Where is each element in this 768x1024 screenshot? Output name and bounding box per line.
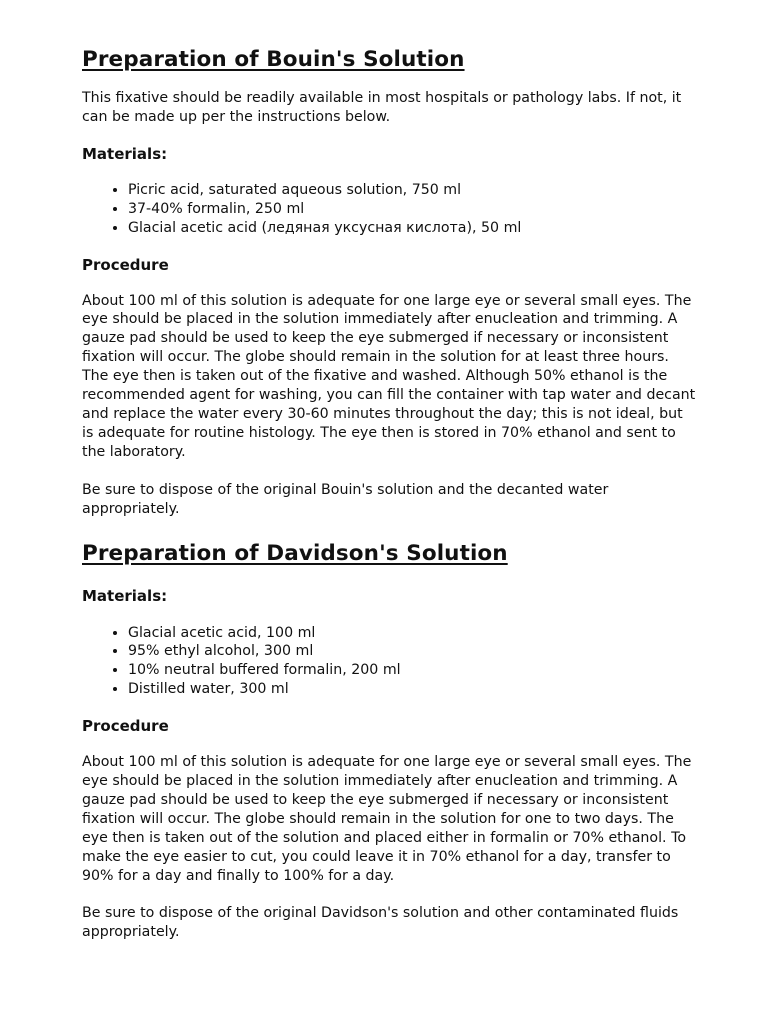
procedure-heading: Procedure [82,255,169,274]
materials-list [82,624,698,700]
section-title: Preparation of Davidson's Solution [82,540,508,566]
list-item: • 95% ethyl alcohol, 300 ml [128,642,698,661]
list-item: • 10% neutral buffered formalin, 200 ml [128,661,698,680]
procedure-text: About 100 ml of this solution is adequate for one large eye or several small eyes. The eye should be placed in the solution immediately after enucleation and trimming. A gauze pad should be used to keep the eye submerged if necessary or inconsistent fixation will occur. The globe should remain in the solution for one to two days. The eye then is taken out of the solution and placed either in formalin or 70% ethanol. To make the eye easier to cut, you could leave it in 70% ethanol for a day, transfer to 90% for a day and finally to 100% for a day. [82,754,692,884]
closing-note: Be sure to dispose of the original Bouin's solution and the decanted water appropriately. [82,481,609,517]
list-item: • 37-40% formalin, 250 ml [128,200,698,219]
materials-heading: Materials: [82,144,168,163]
list-item: • Distilled water, 300 ml [128,680,698,699]
section-intro: This fixative should be readily available in most hospitals or pathology labs. If not, it can be made up per the instructions below. [82,90,682,125]
davidsons-section [82,538,698,943]
materials-heading: Materials: [82,586,168,605]
materials-list [82,181,698,238]
procedure-heading: Procedure [82,717,169,736]
procedure-text: About 100 ml of this solution is adequate for one large eye or several small eyes. The eye should be placed in the solution immediately after enucleation and trimming. A gauze pad should be used to keep the eye submerged if necessary or inconsistent fixation will occur. The globe should remain in the solution for at least three hours. The eye then is taken out of the fixative and washed. Although 50% ethanol is the recommended agent for washing, you can fill the container with tap water and decant and replace the water every 30-60 minutes throughout the day; this is not ideal, but is adequate for routine histology. The eye then is stored in 70% ethanol and sent to the laboratory. [82,292,696,460]
list-item: • Glacial acetic acid, 100 ml [128,624,698,643]
closing-note: Be sure to dispose of the original Davidson's solution and other contaminated fluids appropriately. [82,905,679,941]
list-item: • Glacial acetic acid (ледяная уксусная кислота), 50 ml [128,219,698,238]
section-title: Preparation of Bouin's Solution [82,47,465,72]
list-item: • Picric acid, saturated aqueous solution, 750 ml [128,181,698,200]
bouins-section [82,44,698,519]
